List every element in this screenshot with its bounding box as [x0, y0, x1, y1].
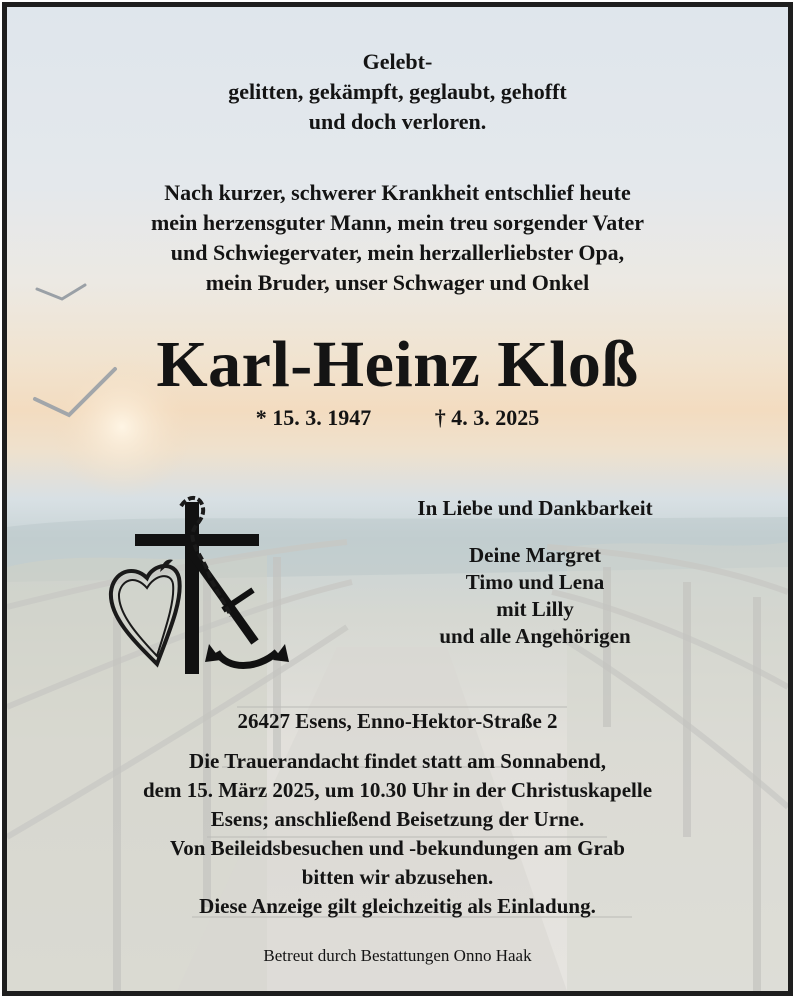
mourner-line: mit Lilly — [496, 597, 574, 621]
message-line: mein Bruder, unser Schwager und Onkel — [205, 270, 590, 295]
mourner-line: Deine Margret — [469, 543, 601, 567]
message-line: Nach kurzer, schwerer Krankheit entschlief heute — [164, 180, 631, 205]
details-line: Von Beileidsbesuchen und -bekundungen am Grab — [170, 836, 625, 860]
birth-date: * 15. 3. 1947 — [255, 405, 372, 430]
deceased-name: Karl-Heinz Kloß — [156, 328, 639, 401]
details-line: Die Trauerandacht findet statt am Sonnabend, — [189, 749, 606, 773]
intro-verse — [7, 47, 788, 137]
intro-line: Gelebt- — [362, 49, 433, 74]
mourner-line: Timo und Lena — [465, 570, 605, 594]
details-line: Diese Anzeige gilt gleichzeitig als Einladung. — [199, 894, 596, 918]
life-dates — [7, 403, 788, 433]
details-line: dem 15. März 2025, um 10.30 Uhr in der Christuskapelle — [142, 778, 653, 802]
funeral-details — [7, 747, 788, 921]
details-line: bitten wir abzusehen. — [301, 865, 494, 889]
mourner-line: und alle Angehörigen — [439, 624, 631, 648]
obituary-notice — [2, 2, 793, 996]
cross-anchor-heart-icon — [105, 492, 295, 677]
undertaker-credit: Betreut durch Bestattungen Onno Haak — [263, 946, 532, 965]
message-line: und Schwiegervater, mein herzallerliebster Opa, — [170, 240, 625, 265]
details-line: Esens; anschließend Beisetzung der Urne. — [210, 807, 585, 831]
message-line: mein herzensguter Mann, mein treu sorgender Vater — [150, 210, 645, 235]
address: 26427 Esens, Enno-Hektor-Straße 2 — [237, 709, 558, 733]
heart-icon — [111, 560, 180, 665]
death-announcement — [7, 178, 788, 298]
death-date: † 4. 3. 2025 — [434, 405, 540, 430]
dedication: In Liebe und Dankbarkeit — [417, 496, 653, 520]
mourners-list — [355, 542, 715, 650]
intro-line: und doch verloren. — [308, 109, 487, 134]
intro-line: gelitten, gekämpft, geglaubt, gehofft — [228, 79, 567, 104]
